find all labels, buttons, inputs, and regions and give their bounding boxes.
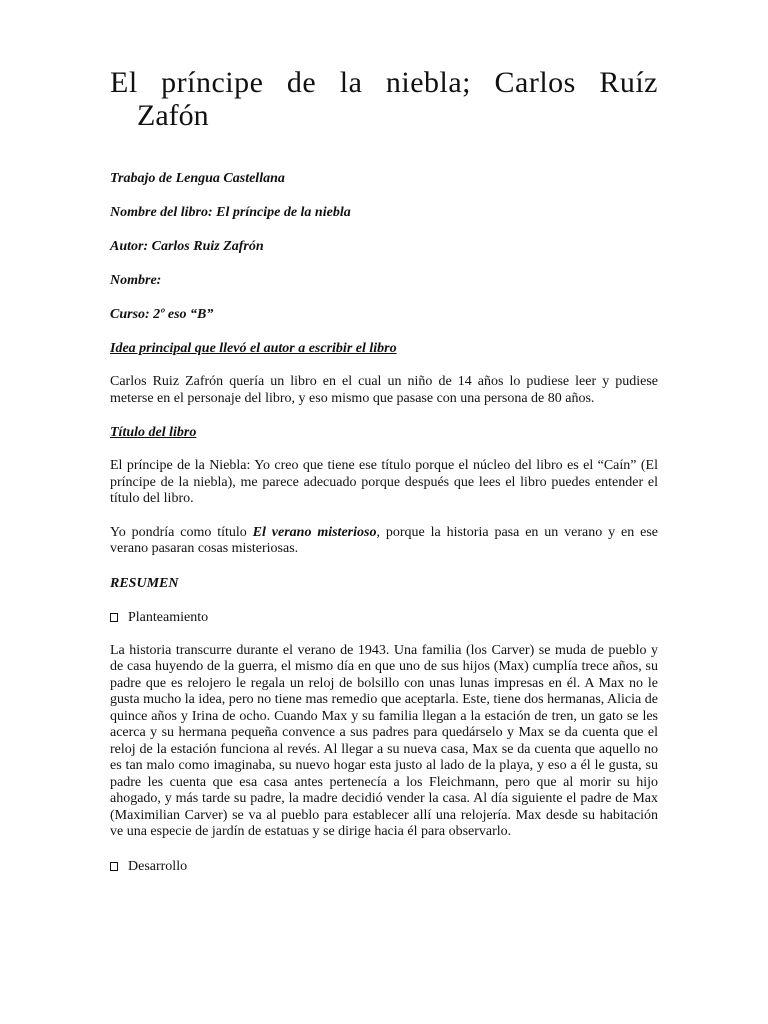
meta-name: Nombre: — [110, 273, 162, 288]
alt-title-paragraph — [110, 525, 658, 558]
meta-book: Nombre del libro: El príncipe de la niebla — [110, 205, 351, 220]
document-title-line2: Zafón — [137, 99, 209, 132]
alt-title-bold: El verano misterioso — [252, 524, 377, 540]
summary-paragraph: La historia transcurre durante el verano de 1943. Una familia (los Carver) se muda de pueblo y de casa huyendo de la guerra, el mismo día en que uno de sus hijos (Max) cumplía trece años, su padre que es relojero le regala un reloj de bolsillo con unas lunas impresas en él. A Max no le gusta mucho la idea, pero no tiene mas remedio que aceptarla. Este, tiene dos hermanas, Alicia de quince años y Irina de ocho. Cuando Max y su familia llegan a la estación de tren, un gato se les acerca y su hermana pequeña convence a sus padres para quedárselo y Max se da cuenta que el reloj de la estación funciona al revés. Al llegar a su nueva casa, Max se da cuenta que aquello no es tan malo como imaginaba, su nuevo hogar esta justo al lado de la playa, y eso a él le gusta, su padre les cuenta que esa casa antes pertenecía a los Fleichmann, pero que al morir su hijo ahogado, y más tarde su padre, la madre decidió vender la casa. Al día siguiente el padre de Max (Maximilian Carver) se va al pueblo para establecer allí una relojería. Max desde su habitación ve una especie de jardín de estatuas y se dirige hacia él para observarlo. — [110, 642, 658, 839]
idea-heading: Idea principal que llevó el autor a escribir el libro — [110, 341, 397, 356]
checkbox-square-icon — [110, 862, 118, 871]
idea-paragraph: Carlos Ruiz Zafrón quería un libro en el cual un niño de 14 años lo pudiese leer y pudiese meterse en el personaje del libro, y eso mismo que pasase con una persona de 80 años. — [110, 374, 658, 406]
title-heading: Título del libro — [110, 425, 197, 440]
meta-subject: Trabajo de Lengua Castellana — [110, 171, 285, 186]
checkbox-square-icon — [110, 613, 118, 622]
title-paragraph: El príncipe de la Niebla: Yo creo que tiene ese título porque el núcleo del libro es el “Caín” (El príncipe de la niebla), me parece adecuado porque después que lees el libro puedes entender el título del libro. — [110, 458, 658, 506]
alt-title-before: Yo pondría como título — [110, 524, 253, 540]
bullet-desarrollo-label: Desarrollo — [128, 858, 188, 874]
summary-heading: RESUMEN — [110, 575, 179, 591]
bullet-desarrollo — [110, 858, 658, 875]
bullet-planteamiento — [110, 609, 658, 626]
alt-title-after: , porque la historia pasa en un verano y en ese verano pasaran cosas misteriosas. — [110, 524, 659, 556]
document-title-line1: El príncipe de la niebla; Carlos Ruíz — [110, 66, 658, 99]
bullet-planteamiento-label: Planteamiento — [128, 609, 209, 625]
meta-author: Autor: Carlos Ruiz Zafrón — [110, 239, 264, 254]
meta-course: Curso: 2º eso “B” — [110, 307, 214, 322]
